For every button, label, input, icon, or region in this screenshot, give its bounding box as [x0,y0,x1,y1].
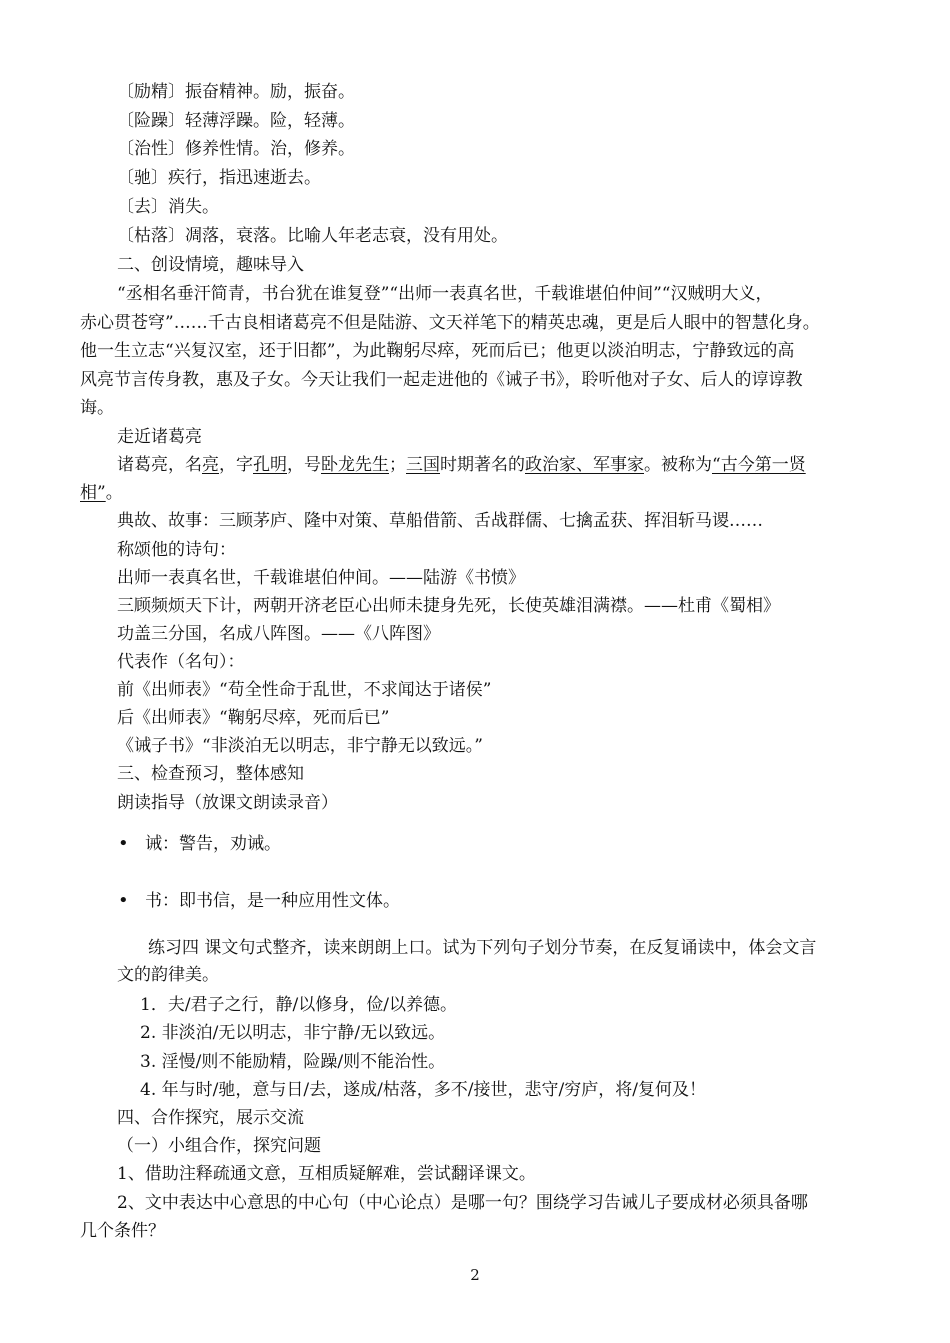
underlined-text: 相” [80,483,106,503]
text-run: ，字 [219,455,253,475]
works-line: 《诫子书》“非淡泊无以明志，非宁静无以致远。” [117,736,483,756]
underlined-text: 三国 [406,455,440,475]
poem-line: 出师一表真名世，千载谁堪伯仲间。——陆游《书愤》 [117,568,525,588]
intro-line: 风亮节言传身教，惠及子女。今天让我们一起走进他的《诫子书》，聆听他对子女、后人的谆谆教 [80,370,803,390]
exercise-line: 文的韵律美。 [117,965,219,985]
author-heading: 走近诸葛亮 [117,427,202,447]
works-line: 前《出师表》“苟全性命于乱世，不求闻达于诸侯” [117,680,492,700]
author-intro-line [80,481,123,505]
exercise-item: 4. 年与时/驰，意与日/去，遂成/枯落，多不/接世，悲守/穷庐，将/复何及！ [140,1080,706,1100]
poem-line: 功盖三分国，名成八阵图。——《八阵图》 [117,624,440,644]
underlined-text: “古今第一贤 [712,455,806,475]
intro-line: 他一生立志“兴复汉室，还于旧都”，为此鞠躬尽瘁，死而后已；他更以淡泊明志，宁静致远的高 [80,341,795,361]
section-heading: 二、创设情境，趣味导入 [117,255,304,275]
underlined-text: 亮 [202,455,219,475]
exercise-item: 1．夫/君子之行，静/以修身，俭/以养德。 [140,995,457,1015]
underlined-text: 政治家、军事家 [525,455,644,475]
reading-guide: 朗读指导（放课文朗读录音） [117,793,338,813]
note-line: 〔治性〕修养性情。治，修养。 [117,139,355,159]
bullet-item: 诫：警告，劝诫。 [145,834,281,854]
works-heading: 代表作（名句）： [117,652,245,672]
text-run: 时期著名的 [440,455,525,475]
text-run: 诸葛亮，名 [117,455,202,475]
bullet-dot-icon: • [118,833,129,854]
note-line: 〔枯落〕凋落，衰落。比喻人年老志衰，没有用处。 [117,226,508,246]
note-line: 〔险躁〕轻薄浮躁。险，轻薄。 [117,111,355,131]
text-run: ； [389,455,406,475]
section-heading: 四、合作探究，展示交流 [117,1108,304,1128]
section-heading: 三、检查预习，整体感知 [117,764,304,784]
exercise-item: 3. 淫慢/则不能励精，险躁/则不能治性。 [140,1052,446,1072]
intro-line: 诲。 [80,398,114,418]
poems-heading: 称颂他的诗句： [117,540,236,560]
text-run: 。被称为 [644,455,712,475]
sub-heading: （一）小组合作，探究问题 [117,1136,321,1156]
underlined-text: 孔明 [253,455,287,475]
exercise-item: 2. 非淡泊/无以明志，非宁静/无以致远。 [140,1023,446,1043]
author-intro-line [117,453,806,477]
page-number: 2 [470,1266,480,1284]
question-line: 1、借助注释疏通文意，互相质疑解难，尝试翻译课文。 [117,1164,536,1184]
note-line: 〔励精〕振奋精神。励，振奋。 [117,82,355,102]
text-run: ，号 [287,455,321,475]
bullet-dot-icon: • [118,890,129,911]
note-line: 〔驰〕疾行，指迅速逝去。 [117,168,321,188]
allusions-line: 典故、故事：三顾茅庐、隆中对策、草船借箭、舌战群儒、七擒孟获、挥泪斩马谡…… [117,511,763,531]
underlined-text: 卧龙先生 [321,455,389,475]
text-run: 。 [105,483,123,503]
poem-line: 三顾频烦天下计，两朝开济老臣心出师未捷身先死，长使英雄泪满襟。——杜甫《蜀相》 [117,596,780,616]
question-line: 2、文中表达中心意思的中心句（中心论点）是哪一句？围绕学习告诫儿子要成材必须具备哪 [117,1193,808,1213]
exercise-line: 练习四 课文句式整齐，读来朗朗上口。试为下列句子划分节奏，在反复诵读中，体会文言 [148,938,817,958]
intro-line: “丞相名垂汗简青，书台犹在谁复登”“出师一表真名世，千载谁堪伯仲间”“汉贼明大义， [117,284,773,304]
note-line: 〔去〕消失。 [117,197,219,217]
intro-line: 赤心贯苍穹”……千古良相诸葛亮不但是陆游、文天祥笔下的精英忠魂，更是后人眼中的智慧化身。 [80,313,820,333]
question-line: 几个条件？ [80,1221,165,1241]
bullet-item: 书：即书信，是一种应用性文体。 [145,891,400,911]
works-line: 后《出师表》“鞠躬尽瘁，死而后已” [117,708,390,728]
